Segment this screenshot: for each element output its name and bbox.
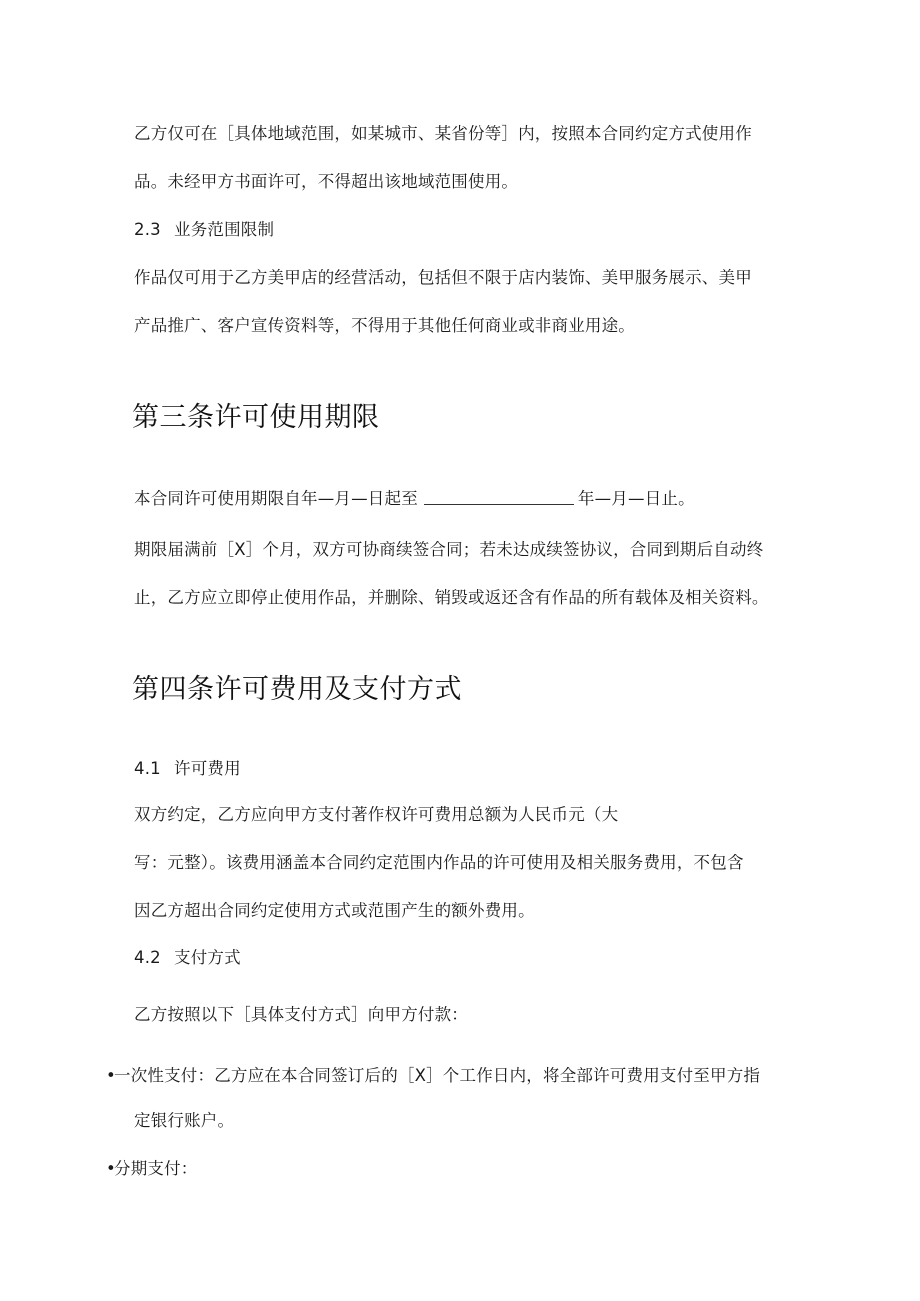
clause-number: 4.1 (134, 759, 161, 778)
business-paragraph-line-1: 作品仅可用于乙方美甲店的经营活动，包括但不限于店内装饰、美甲服务展示、美甲 (134, 268, 752, 287)
bullet-item-installments (106, 1157, 198, 1181)
payment-intro: 乙方按照以下［具体支付方式］向甲方付款： (134, 1005, 468, 1024)
clause-title: 支付方式 (174, 948, 241, 967)
clause-2-3-heading (134, 218, 274, 242)
section-3-heading: 第三条许可使用期限 (132, 402, 380, 433)
fee-paragraph-line-3: 因乙方超出合同约定使用方式或范围产生的额外费用。 (134, 901, 535, 920)
term-blank-field (424, 488, 574, 505)
bullet-icon: • (106, 1159, 116, 1178)
renew-paragraph-line-1: 期限届满前［X］个月，双方可协商续签合同；若未达成续签协议，合同到期后自动终 (134, 540, 764, 559)
bullet-icon: • (106, 1066, 116, 1085)
term-start-text: 本合同许可使用期限自年—月—日起至 (134, 489, 418, 508)
clause-title: 许可费用 (174, 759, 241, 778)
term-line (134, 487, 695, 511)
region-paragraph-line-2: 品。未经甲方书面许可，不得超出该地域范围使用。 (134, 172, 519, 191)
clause-4-2-heading (134, 946, 241, 970)
bullet-item-lump-sum (106, 1064, 760, 1088)
business-paragraph-line-2: 产品推广、客户宣传资料等，不得用于其他任何商业或非商业用途。 (134, 316, 635, 335)
clause-title: 业务范围限制 (174, 220, 275, 239)
term-end-text: 年—月—日止。 (577, 489, 695, 508)
section-4-heading: 第四条许可费用及支付方式 (132, 674, 462, 705)
bullet-text: 分期支付： (114, 1159, 198, 1178)
clause-number: 4.2 (134, 948, 161, 967)
fee-paragraph-line-2: 写：元整）。该费用涵盖本合同约定范围内作品的许可使用及相关服务费用，不包含 (134, 853, 744, 872)
renew-paragraph-line-2: 止，乙方应立即停止使用作品，并删除、销毁或返还含有作品的所有载体及相关资料。 (134, 588, 769, 607)
clause-4-1-heading (134, 757, 241, 781)
clause-number: 2.3 (134, 220, 161, 239)
bullet-text: 一次性支付：乙方应在本合同签订后的［X］个工作日内，将全部许可费用支付至甲方指 (114, 1066, 761, 1085)
region-paragraph-line-1: 乙方仅可在［具体地域范围，如某城市、某省份等］内，按照本合同约定方式使用作 (134, 124, 752, 143)
fee-paragraph-line-1: 双方约定，乙方应向甲方支付著作权许可费用总额为人民币元（大 (134, 805, 619, 824)
bullet-item-lump-sum-continuation: 定银行账户。 (134, 1111, 235, 1130)
